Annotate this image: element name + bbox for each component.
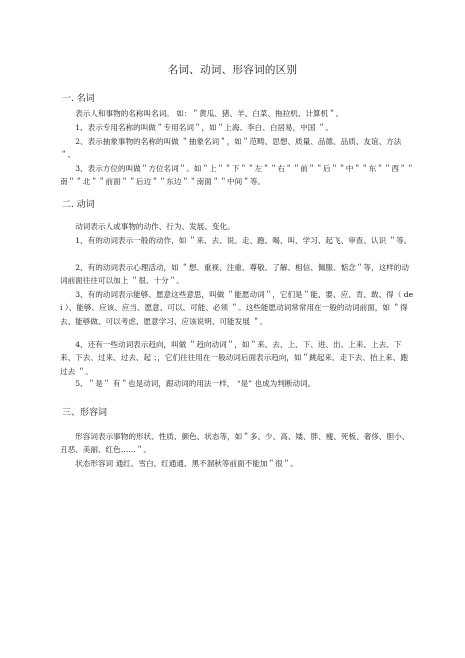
paragraph: 1、表示专用名称的叫做＂专用名词＂，如＂上海、李白、白居易，中国 ＂。	[75, 123, 334, 132]
section-heading-noun: 一. 名词	[62, 94, 95, 104]
paragraph: 动词表示人或事物的动作、行为、发展、变化。	[75, 222, 235, 231]
paragraph: 3、有的动词表示能够、愿意这些意思，叫做 ＂能愿动词＂，它们是＂能、要、应、肯、敢、得（ dei ）、能够、应该、应当、愿意、可以、可能、必须 ＂。这些能愿动词常常用在一般的动词前面，如 ＂得去、能够做、可以考虑、愿意学习、应该说明、可能发展 ＂。	[60, 290, 414, 326]
paragraph: 3、表示方位的叫做＂方位名词＂。如＂上＂＂下＂＂左＂＂右＂＂前＂＂后＂＂中＂＂东＂＂西＂＂南＂＂北＂＂前面＂＂后边＂＂东边＂＂南面＂＂中间＂等。	[60, 164, 415, 187]
paragraph: 5、＂是＂ 有＂也是动词，跟动词的用法一样， “是” 也成为判断动词。	[75, 379, 316, 388]
paragraph: 2、有的动词表示心理活动，如 ＂想、重视、注重、尊敬、了解、相信、佩服、惦念＂等，这样的动词前面往往可以加上 ＂很、十分＂。	[60, 263, 409, 286]
page-title: 名词、动词、形容词的区别	[167, 64, 298, 76]
paragraph: 状态形容词 通红、雪白、红通通、黑不溜秋等前面不能加＂很＂。	[75, 459, 298, 468]
section-heading-verb: 二. 动词	[62, 200, 95, 210]
paragraph: 2、表示抽象事物的名称的叫做 ＂抽象名词＂，如＂范畴、思想、质量、品德、品质、友谊、方法 ＂。	[60, 137, 402, 160]
paragraph: 表示人和事物的名称叫名词。 如：＂黄瓜、猪、羊、白菜、拖拉机、计算机＂。	[75, 109, 344, 118]
paragraph: 1、有的动词表示一般的动作，如 ＂来、去、说、走、跑、喝、叫、学习、起飞、审查、认识 ＂等。	[75, 236, 412, 245]
section-heading-adjective: 三、形容词	[62, 408, 108, 418]
paragraph: 形容词表示事物的形状、性质、颜色、状态等，如＂多、少、高、矮、胖、瘦、死板、奢侈、胆小、丑恶、美丽、红色……＂。	[60, 432, 410, 455]
paragraph: 4、还有一些动词表示趋向，叫做 ＂趋向动词＂，如＂来、去、上、下、进、出、上来、上去、下来、下去、过来、过去、起 ；，它们往往用在一般动词后面表示趋向，如＂跳起来、走下去、抬上来、跑过去 ＂。	[60, 340, 408, 376]
